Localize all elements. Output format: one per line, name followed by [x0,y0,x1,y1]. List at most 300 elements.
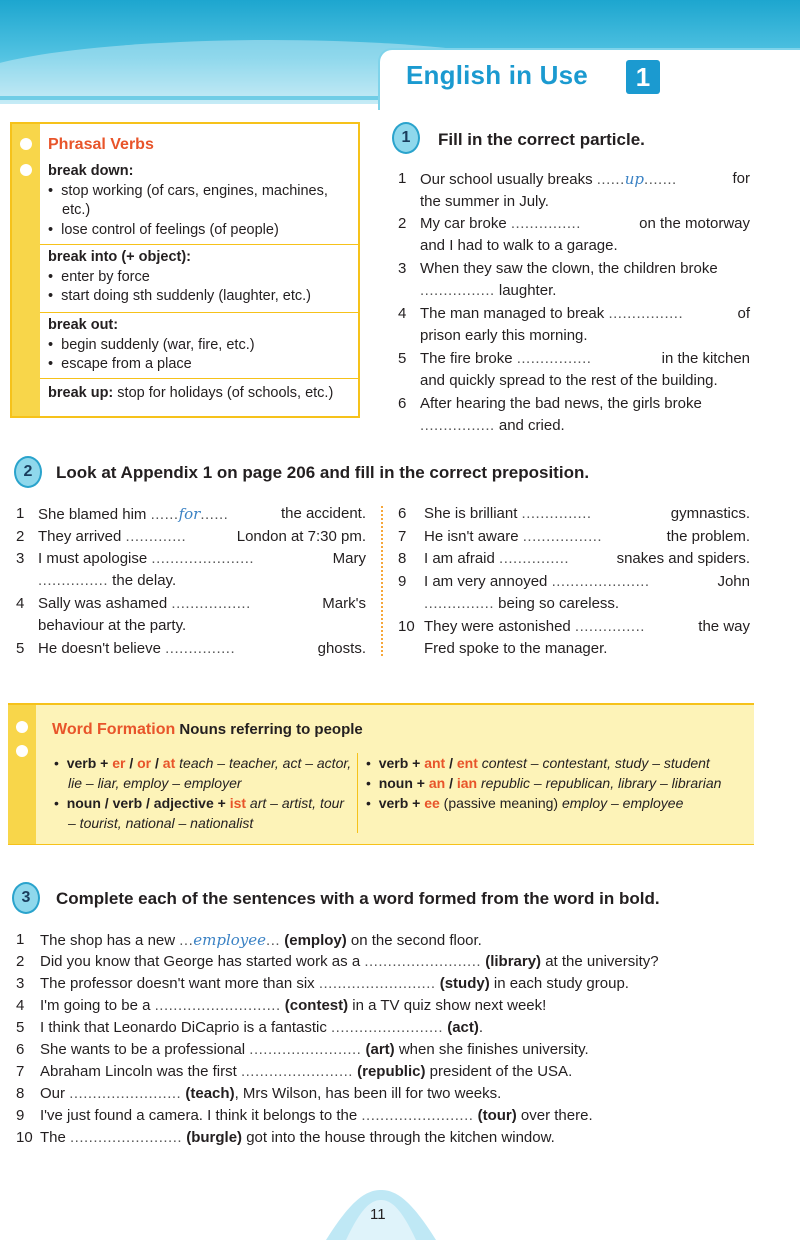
question-start [424,526,602,548]
bold-stem-word: (tour) [473,1107,517,1124]
text-segment: president of the USA. [425,1063,573,1080]
text-segment: He isn't aware [424,527,523,545]
question-line [420,213,750,235]
question-item [16,638,366,660]
question-start [424,616,645,638]
question-line [38,570,366,592]
question-number: 7 [398,527,407,545]
question-line [424,571,750,593]
text-segment: The man managed to break [420,305,609,322]
question-line [424,638,750,660]
question-line [420,348,750,370]
question-number: 8 [16,1085,25,1102]
question-number: 5 [16,1019,25,1036]
question-item [16,1061,756,1083]
question-line [38,593,366,615]
text-segment: over there. [516,1107,593,1124]
question-item [16,1127,756,1149]
question-number: 9 [16,1107,25,1124]
question-item [398,393,750,437]
question-number: 2 [398,215,407,232]
answer-blank: ................ [420,417,495,434]
question-text [40,1105,756,1127]
text-segment: in a TV quiz show next week! [348,997,547,1014]
answer-blank: ................ [420,282,495,299]
word-formation-box [8,703,754,845]
question-number: 1 [16,505,25,522]
suffix: ent [456,755,478,771]
answer-blank: ........................ [240,1063,353,1080]
text-segment: on the motorway [639,215,750,232]
text-segment: When they saw the clown, the children broke [420,260,718,277]
text-segment: Abraham Lincoln was the first [40,1063,241,1080]
question-text [420,303,750,347]
question-number: 3 [16,550,25,567]
question-line [420,370,750,392]
question-item [398,213,750,257]
question-line [40,1105,756,1127]
question-start [420,348,591,370]
text-segment: ghosts. [317,640,366,657]
suffix: at [162,755,176,771]
question-text [420,258,750,302]
question-start [420,395,702,412]
question-item [398,616,750,660]
question-line [40,1127,756,1149]
suffix: ist [229,795,247,811]
question-line [40,995,756,1017]
question-line [40,951,756,973]
text-segment: I am afraid [424,550,500,567]
pv-section-break-out [48,316,358,375]
question-number: 6 [16,1041,25,1058]
text-segment: gymnastics. [670,505,750,522]
question-line [420,325,750,347]
question-item [16,1105,756,1127]
question-line [38,503,366,526]
bold-stem-word: (library) [481,953,542,970]
text-segment: , Mrs Wilson, has been ill for two weeks. [234,1085,502,1102]
question-number: 1 [16,931,25,948]
answer-blank: ... [266,932,281,949]
question-number: 3 [398,260,407,277]
exercise-1-number: 1 [392,122,420,154]
answer-blank: ............... [510,215,581,232]
word-formation-rule [366,753,752,773]
question-item [16,951,756,973]
answer-blank: ... [179,932,194,949]
question-start [420,168,677,191]
question-line [420,191,750,213]
text-segment: for [732,170,750,187]
pv-term: break down: [48,163,134,179]
question-start [40,1019,443,1036]
question-text [424,571,750,615]
answer-blank: ........................ [69,1085,182,1102]
question-text [40,1127,756,1149]
question-start [40,1129,182,1146]
question-item [398,258,750,302]
text-segment: They were astonished [424,617,575,635]
bold-stem-word: (republic) [352,1063,426,1080]
question-number: 6 [398,395,407,412]
question-item [398,548,750,570]
question-line [40,1017,756,1039]
suffix: an [428,775,446,791]
question-text [40,1061,756,1083]
handwritten-answer: employee [193,931,267,949]
rule-examples: employ – employee [561,795,684,811]
text-segment: of [737,305,750,322]
question-start [40,1041,361,1058]
question-start [420,260,718,277]
question-line [420,280,750,302]
question-line [420,393,750,415]
question-line [424,616,750,638]
question-start [420,213,581,235]
question-text [40,929,756,952]
question-text [38,638,366,660]
answer-blank: ............... [521,505,592,522]
bold-stem-word: (act) [443,1019,479,1036]
question-start [40,1063,353,1080]
phrasal-verbs-heading: Phrasal Verbs [48,136,154,153]
divider [40,244,358,245]
exercise-2-title: Look at Appendix 1 on page 206 and fill in the correct preposition. [56,463,590,482]
exercise-3-title: Complete each of the sentences with a word formed from the word in bold. [56,889,660,908]
question-line [40,929,756,952]
text-segment: and quickly spread to the rest of the building. [420,372,718,389]
question-line [424,593,750,615]
question-text [424,526,750,548]
answer-blank: ....... [644,171,677,188]
text-segment: Did you know that George has started work as a [40,953,365,970]
question-line [424,503,750,525]
rule-examples: republic – republican, library – librarian [481,775,722,791]
text-segment: and cried. [494,417,565,434]
question-text [424,503,750,525]
page-number: 11 [370,1206,386,1223]
question-line [38,548,366,570]
question-item [16,929,756,952]
word-formation-right-rules [366,753,752,813]
text-segment: London at 7:30 pm. [236,527,366,545]
text-segment: and I had to walk to a garage. [420,237,618,254]
pv-term: break up: [48,385,114,401]
answer-blank: ............... [165,640,236,657]
question-start [40,997,281,1014]
question-text [40,995,756,1017]
text-segment: She blamed him [38,506,151,523]
suffix: er [112,755,126,771]
question-number: 7 [16,1063,25,1080]
question-text [424,548,750,570]
suffix: or [137,755,152,771]
question-text [40,951,756,973]
pv-section-break-into [48,248,358,307]
rule-text: verb + [378,795,425,811]
question-number: 4 [398,305,407,322]
bold-stem-word: (teach) [181,1085,235,1102]
handwritten-answer: for [178,505,201,523]
handwritten-answer: up [624,170,645,188]
text-segment: Our [40,1085,70,1102]
question-number: 9 [398,572,407,590]
column-divider [357,753,358,833]
pv-item: • start doing sth suddenly (laughter, etc.) [48,287,358,307]
question-text [38,548,366,592]
suffix: ee [424,795,440,811]
bold-stem-word: (art) [361,1041,395,1058]
answer-blank: ...................... [151,550,255,567]
question-line [420,415,750,437]
question-start [40,953,481,970]
answer-blank: ...... [200,506,229,523]
text-segment: She wants to be a professional [40,1041,250,1058]
question-item [398,526,750,548]
rule-note: (passive meaning) [439,795,562,811]
question-number: 5 [398,350,407,367]
question-start [424,571,650,593]
text-segment: Sally was ashamed [38,595,172,612]
rule-text: / [151,755,163,771]
question-line [40,1083,756,1105]
question-text [40,1083,756,1105]
exercise-1-title: Fill in the correct particle. [438,130,645,149]
unit-number-badge: 1 [626,60,660,94]
text-segment: being so careless. [494,594,620,612]
text-segment: I must apologise [38,550,152,567]
question-line [38,526,366,548]
bullet-dot-icon [16,721,28,733]
answer-blank: ...... [150,506,179,523]
answer-blank: ........................ [249,1041,362,1058]
question-text [38,526,366,548]
question-number: 1 [398,170,407,187]
answer-blank: ............. [125,527,187,545]
text-segment: Fred spoke to the manager. [424,639,608,657]
question-item [398,168,750,213]
question-item [16,1039,756,1061]
header-rule [0,96,380,100]
question-line [40,973,756,995]
question-item [398,503,750,525]
answer-blank: ...... [596,171,625,188]
question-number: 8 [398,550,407,567]
pv-item: • stop working (of cars, engines, machines, etc.) [48,182,358,221]
question-start [424,548,569,570]
text-segment: The [40,1129,71,1146]
bold-stem-word: (contest) [280,997,349,1014]
answer-blank: ........................ [331,1019,444,1036]
question-item [16,1017,756,1039]
rule-examples: teach – teacher, act – actor, lie – liar, employ – employer [68,755,352,791]
answer-blank: ................ [516,350,592,367]
answer-blank: ................. [171,595,251,612]
question-text [424,616,750,660]
question-text [38,503,366,526]
question-number: 3 [16,975,25,992]
answer-blank: ............... [424,594,495,612]
text-segment: She is brilliant [424,505,522,522]
question-number: 4 [16,997,25,1014]
question-line [40,1061,756,1083]
answer-blank: ........................... [154,997,281,1014]
text-segment: After hearing the bad news, the girls broke [420,395,702,412]
question-line [420,303,750,325]
answer-blank: ......................... [364,953,482,970]
exercise-2-number: 2 [14,456,42,488]
answer-blank: ..................... [551,572,650,590]
text-segment: prison early this morning. [420,327,588,344]
text-segment: The professor doesn't want more than six [40,975,319,992]
suffix: ant [424,755,446,771]
text-segment: in the kitchen [661,350,750,367]
question-number: 10 [16,1129,33,1146]
question-start [424,503,592,525]
question-number: 5 [16,640,25,657]
bullet-dot-icon [20,138,32,150]
text-segment: got into the house through the kitchen window. [242,1129,555,1146]
answer-blank: ............... [574,617,645,635]
question-item [398,303,750,347]
text-segment: I've just found a camera. I think it belongs to the [40,1107,362,1124]
question-text [420,393,750,437]
question-number: 6 [398,505,407,522]
question-line [40,1039,756,1061]
word-formation-heading [52,721,363,739]
text-segment: Our school usually breaks [420,171,597,188]
question-item [16,995,756,1017]
answer-blank: ............... [38,572,109,589]
answer-blank: ......................... [318,975,436,992]
phrasal-verbs-box [10,122,360,418]
wf-subheading-text: Nouns referring to people [179,721,363,738]
wf-heading-text: Word Formation [52,721,176,738]
word-formation-rule [366,773,752,793]
text-segment: I think that Leonardo DiCaprio is a fantastic [40,1019,331,1036]
text-segment: the way [698,617,750,635]
text-segment: laughter. [494,282,557,299]
word-formation-rule [366,793,752,813]
text-segment: They arrived [38,527,126,545]
pv-section-break-up [48,384,358,404]
question-start [40,932,280,949]
column-divider [381,506,383,656]
text-segment: The fire broke [420,350,517,367]
box-side-strip [8,705,36,844]
question-item [398,348,750,392]
question-start [420,303,683,325]
question-line [38,638,366,660]
question-item [16,973,756,995]
divider [40,378,358,379]
answer-blank: ........................ [70,1129,183,1146]
rule-text: verb + [66,755,113,771]
rule-examples: art – artist, tour – tourist, national – nationalist [68,795,345,831]
text-segment: I'm going to be a [40,997,155,1014]
rule-text: / [445,755,457,771]
word-formation-rule [54,793,354,833]
question-start [38,503,228,526]
bold-stem-word: (study) [435,975,490,992]
bold-stem-word: (employ) [280,932,347,949]
question-number: 2 [16,527,25,545]
question-item [16,548,366,592]
question-line [420,168,750,191]
question-item [398,571,750,615]
question-line [38,615,366,637]
question-text [40,1039,756,1061]
question-text [38,593,366,637]
rule-text: noun + [378,775,429,791]
question-start [40,1107,473,1124]
text-segment: at the university? [541,953,659,970]
question-line [420,258,750,280]
rule-text: / [445,775,457,791]
text-segment: the problem. [666,527,750,545]
answer-blank: ................ [608,305,684,322]
question-number: 2 [16,953,25,970]
exercise-3-number: 3 [12,882,40,914]
text-segment: the summer in July. [420,193,549,210]
text-segment: Mary [332,550,366,567]
divider [40,312,358,313]
question-item [16,593,366,637]
pv-item: • begin suddenly (war, fire, etc.) [48,336,358,356]
text-segment: . [478,1019,484,1036]
question-start [38,526,186,548]
question-start [38,548,254,570]
text-segment: Mark's [322,595,366,612]
question-item [16,503,366,526]
text-segment: in each study group. [489,975,629,992]
bold-stem-word: (burgle) [182,1129,243,1146]
text-segment: when she finishes university. [394,1041,589,1058]
pv-item: • enter by force [48,268,358,288]
text-segment: the delay. [108,572,177,589]
answer-blank: ............... [499,550,570,567]
question-start [40,1085,181,1102]
text-segment: the accident. [280,505,366,522]
text-segment: I am very annoyed [424,572,552,590]
pv-section-break-down [48,162,358,240]
pv-term: break out: [48,317,119,333]
box-side-strip [12,124,40,416]
question-text [420,348,750,392]
question-line [424,548,750,570]
question-text [420,213,750,257]
page-title: English in Use [406,60,588,90]
answer-blank: ................. [522,527,603,545]
pv-item: • lose control of feelings (of people) [48,221,358,241]
text-segment: on the second floor. [346,932,482,949]
rule-text: / [125,755,138,771]
text-segment: John [717,572,750,590]
pv-item: stop for holidays (of schools, etc.) [117,385,334,401]
question-item [16,1083,756,1105]
answer-blank: ........................ [361,1107,474,1124]
rule-text: noun / verb / adjective + [66,795,230,811]
text-segment: He doesn't believe [38,640,166,657]
bullet-dot-icon [16,745,28,757]
text-segment: My car broke [420,215,511,232]
question-text [40,1017,756,1039]
question-item [16,526,366,548]
question-text [420,168,750,213]
text-segment: snakes and spiders. [616,550,750,567]
text-segment: behaviour at the party. [38,617,187,634]
